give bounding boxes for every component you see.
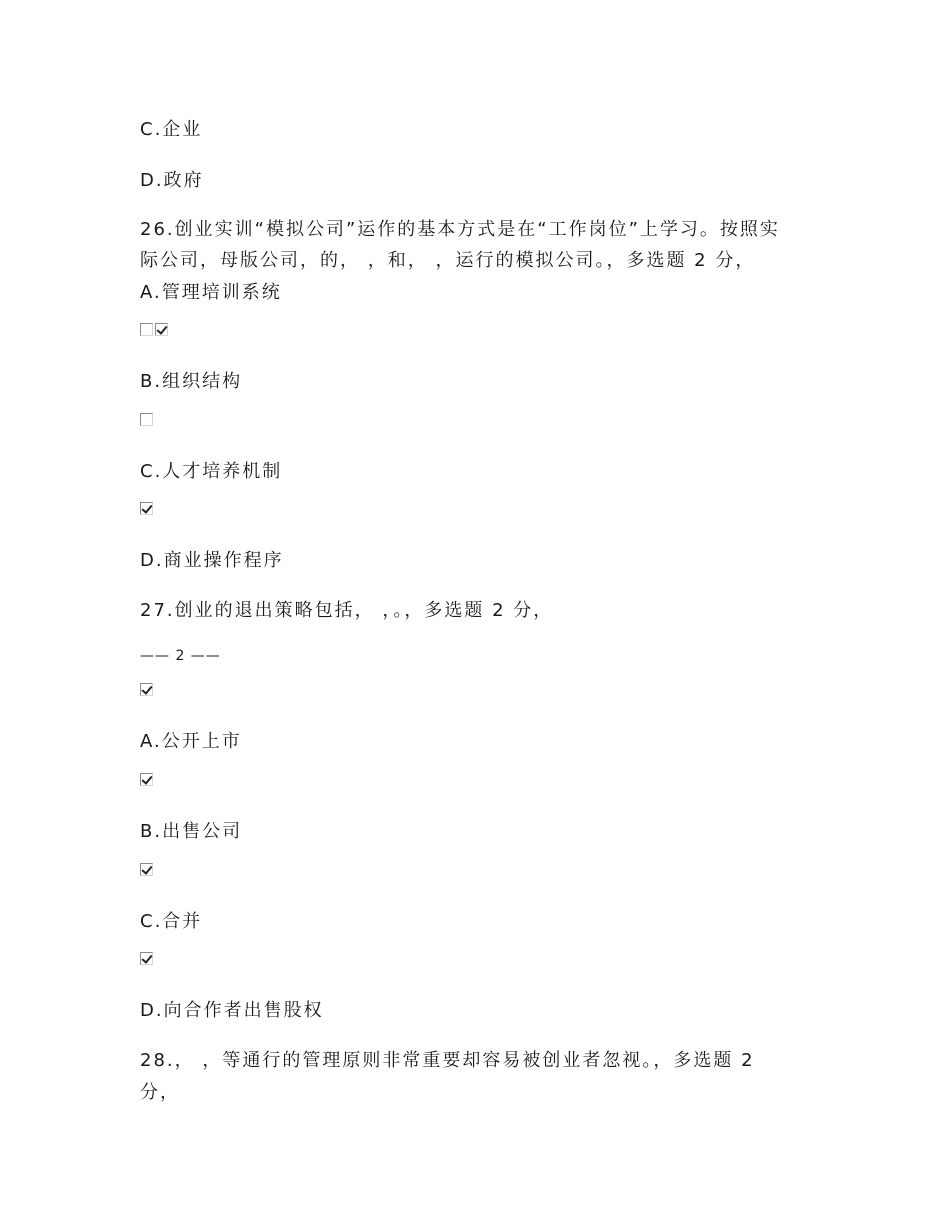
q25-option-c: C.企业 [140, 119, 203, 140]
q27-option-a-checkbox[interactable] [140, 773, 153, 786]
q28-question-line-2: 分， [140, 1082, 180, 1103]
q26-option-b-checkbox[interactable] [140, 413, 153, 426]
q27-option-d: D.向合作者出售股权 [140, 1000, 324, 1021]
q26-option-c-checkbox[interactable] [140, 502, 153, 515]
q25-option-d: D.政府 [140, 170, 204, 191]
q28-question-line-1: 28.， ，等通行的管理原则非常重要却容易被创业者忽视。，多选题 2 [140, 1050, 755, 1071]
q26-question-line-2: 际公司，母版公司，的， ，和， ，运行的模拟公司。，多选题 2 分， [140, 250, 756, 271]
q27-question: 27.创业的退出策略包括， ，。，多选题 2 分， [140, 600, 554, 621]
q26-option-d: D.商业操作程序 [140, 550, 284, 571]
q27-option-c-checkbox[interactable] [140, 952, 153, 965]
q27-checkbox-1[interactable] [140, 683, 153, 696]
q26-option-a-checkbox-unchecked[interactable] [140, 323, 153, 336]
q27-option-c: C.合并 [140, 911, 203, 932]
page-number: —— 2 —— [140, 648, 221, 664]
q26-option-c: C.人才培养机制 [140, 461, 283, 482]
q26-option-a: A.管理培训系统 [140, 282, 282, 303]
q27-option-b: B.出售公司 [140, 821, 243, 842]
q26-option-b: B.组织结构 [140, 371, 243, 392]
q26-question-line-1: 26.创业实训“模拟公司”运作的基本方式是在“工作岗位”上学习。按照实 [140, 219, 780, 240]
q27-option-b-checkbox[interactable] [140, 863, 153, 876]
q26-option-a-checkbox-checked[interactable] [155, 323, 168, 336]
q27-option-a: A.公开上市 [140, 731, 242, 752]
